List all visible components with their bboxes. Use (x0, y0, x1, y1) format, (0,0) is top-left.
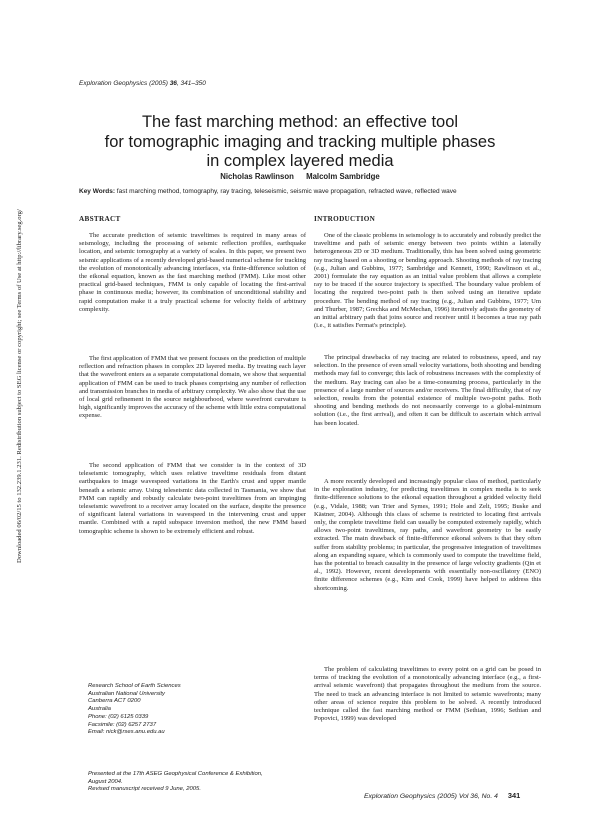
journal-volume: 36 (169, 80, 177, 87)
author-name: Malcolm Sambridge (306, 172, 380, 181)
title-line-1: The fast marching method: an effective tool (141, 113, 459, 131)
journal-name: Exploration Geophysics (2005) (79, 80, 170, 87)
affiliation-phone: Phone: (02) 6125 0339 (88, 713, 149, 720)
affiliation-line: Canberra ACT 0200 (88, 698, 141, 705)
page-number: 341 (507, 791, 521, 800)
journal-citation (79, 80, 206, 87)
footer-citation: Exploration Geophysics (2005) Vol 36, No. 4 (364, 793, 498, 800)
affiliation-line: Australian National University (88, 690, 165, 697)
abstract-heading: ABSTRACT (79, 215, 121, 223)
abstract-paragraph: The first application of FMM that we present focuses on the prediction of multiple reflection and refraction phases in complex 2D layered media. By treating each layer that the wavefront enters as a separate computational domain, we show that sequential application of FMM can be used to track phases comprising any number of reflection and transmission branches in media of arbitrary complexity. We also show that the use of local grid refinement in the source neighbourhood, where wavefront curvature is high, significantly improves the accuracy of the scheme with little extra computational expense. (79, 355, 306, 420)
author-affiliation (88, 683, 181, 737)
presentation-note (88, 771, 263, 794)
abstract-paragraph: The accurate prediction of seismic traveltimes is required in many areas of seismology, including the processing of seismic reflection profiles, earthquake location, and seismic tomography at a variety of scales. In this paper, we present two seismic applications of a recently developed grid-based numerical scheme for tracking the evolution of monotonically advancing interfaces, via finite-difference solution of the eikonal equation, known as the fast marching method (FMM). Like most other practical grid-based techniques, FMM is only capable of locating the first-arrival phase in continuous media; however, its combination of unconditional stability and rapid computation make it a truly practical scheme for velocity fields of arbitrary complexity. (79, 232, 306, 313)
presentation-line: Presented at the 17th ASEG Geophysical Conference & Exhibition, (88, 771, 263, 777)
affiliation-email: Email: nick@rses.anu.edu.au (88, 729, 165, 736)
presentation-line: August 2004. (88, 778, 123, 785)
keywords (79, 188, 539, 195)
affiliation-line: Research School of Earth Sciences (88, 683, 181, 689)
affiliation-line: Australia (88, 706, 111, 713)
author-name: Nicholas Rawlinson (220, 172, 294, 181)
paper-title (60, 113, 540, 172)
abstract-paragraph: The second application of FMM that we consider is in the context of 3D teleseismic tomography, which uses relative traveltime residuals from distant earthquakes to image wavespeed variations in the Earth's crust and upper mantle beneath a seismic array. Using teleseismic data collected in Tasmania, we show that FMM can rapidly and robustly calculate two-point traveltimes from an impinging teleseismic wavefront to a receiver array located on the surface, despite the presence of significant lateral variations in wavespeed in the intervening crust and upper mantle. Combined with a rapid subspace inversion method, the new FMM based tomographic scheme is shown to be extremely efficient and robust. (79, 462, 306, 535)
revision-date: Revised manuscript received 9 June, 2005. (88, 786, 201, 793)
introduction-paragraph: The principal drawbacks of ray tracing are related to robustness, speed, and ray selection. In the presence of even small velocity variations, both shooting and bending methods may fail to converge; this lack of robustness increases with the complexity of the medium. Ray tracing can also be a time-consuming process, particularly in the presence of a large number of sources and/or receivers. The final difficulty, that of ray selection, results from the potential existence of multiple two-point paths. Both shooting and bending methods do not necessarily converge to a global-minimum solution (i.e., the first arrival), and often it can be difficult to ascertain which arrival has been located. (314, 354, 541, 427)
keywords-label: Key Words: (79, 188, 115, 195)
introduction-paragraph: One of the classic problems in seismology is to accurately and robustly predict the traveltime and path of seismic energy between two points within a laterally heterogeneous 2D or 3D medium. Traditionally, this has been solved using geometric ray tracing based on a shooting or bending approach. Shooting methods of ray tracing (e.g., Julian and Gubbins, 1977; Sambridge and Kennett, 1990; Rawlinson et al., 2001) formulate the ray equation as an initial value problem that allows a complete ray to be traced if the source trajectory is specified. The boundary value problem of locating the required two-point path is then solved using an iterative update procedure. The bending method of ray tracing (e.g., Julian and Gubbins, 1977; Um and Thurber, 1987; Grechka and McMechan, 1996) iteratively adjusts the geometry of an initial arbitrary path that joins source and receiver until it becomes a true ray path (i.e., it satisfies Fermat's principle). (314, 232, 541, 330)
journal-pages: , 341–350 (176, 80, 206, 87)
download-notice: Downloaded 06/02/15 to 132.239.1.231. Redistribution subject to SEG license or copyright; see Terms of Use at http://library.seg.org/ (16, 209, 23, 563)
introduction-paragraph: The problem of calculating traveltimes to every point on a grid can be posed in terms of tracking the evolution of a monotonically advancing interface (e.g., a first-arrival seismic wavefront) that propagates throughout the medium from the source. The need to track an advancing interface is not limited to seismic wavefronts; many other areas of science require this problem to be solved. A recently introduced technique called the fast marching method or FMM (Sethian, 1996; Sethian and Popovici, 1999) was developed (314, 666, 541, 723)
introduction-heading: INTRODUCTION (314, 215, 376, 223)
page-footer (364, 791, 520, 800)
title-line-2: for tomographic imaging and tracking multiple phases (104, 132, 496, 151)
affiliation-fax: Facsimile: (02) 6257 2737 (88, 721, 157, 728)
keywords-text: fast marching method, tomography, ray tracing, teleseismic, seismic wave propagation, refracted wave, reflected wave (115, 188, 457, 195)
introduction-paragraph: A more recently developed and increasingly popular class of method, particularly in the exploration industry, for predicting traveltimes in complex media is to seek finite-difference solutions to the eikonal equation throughout a gridded velocity field (e.g., Vidale, 1988; van Trier and Symes, 1991; Hole and Zelt, 1995; Buske and Kästner, 2004). Although this class of scheme is restricted to locating first arrivals only, the complete traveltime field can usually be computed extremely rapidly, which allows two-point traveltimes, ray paths, and wavefront geometry to be easily extracted. The main drawback of finite-difference eikonal solvers is that they often suffer from stability problems; in particular, the progressive integration of traveltimes along an expanding square, which is commonly used to compute the traveltime field, has the potential to breach causality in the presence of large velocity gradients (Qin et al., 1992). However, recent developments with essentially non-oscillatory (ENO) finite difference schemes (e.g., Kim and Cook, 1999) have helped to address this shortcoming. (314, 478, 541, 592)
author-list (60, 172, 540, 181)
title-line-3: in complex layered media (206, 152, 394, 170)
